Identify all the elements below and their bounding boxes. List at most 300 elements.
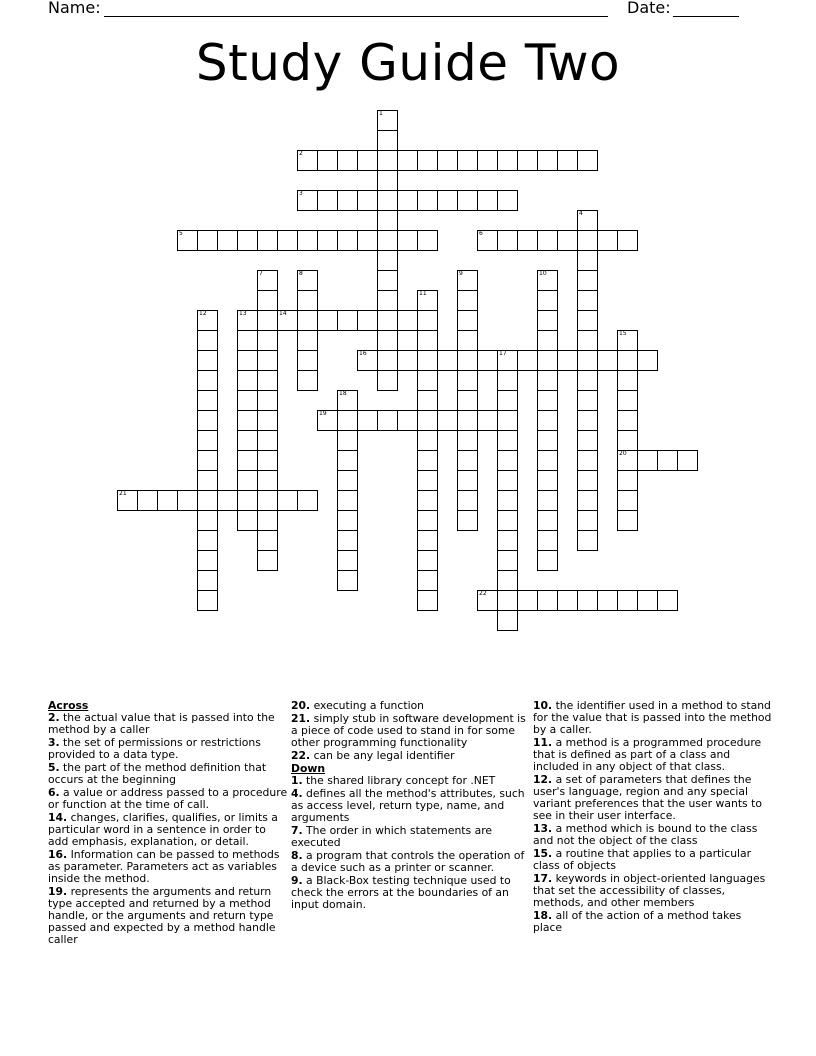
crossword-cell[interactable] [537, 150, 558, 171]
crossword-cell[interactable] [377, 170, 398, 191]
crossword-cell[interactable] [517, 350, 538, 371]
crossword-cell[interactable] [537, 590, 558, 611]
clue-item [291, 713, 529, 749]
crossword-cell[interactable] [477, 150, 498, 171]
crossword-cell[interactable] [197, 310, 218, 331]
crossword-cell[interactable] [537, 430, 558, 451]
crossword-cell[interactable] [457, 190, 478, 211]
clue-number: 5. [48, 761, 60, 774]
crossword-cell[interactable] [577, 450, 598, 471]
crossword-cell[interactable] [257, 510, 278, 531]
crossword-cell[interactable] [537, 330, 558, 351]
crossword-cell[interactable] [397, 150, 418, 171]
crossword-cell[interactable] [417, 230, 438, 251]
crossword-cell[interactable] [577, 150, 598, 171]
clue-number: 16. [48, 848, 68, 861]
crossword-cell[interactable] [257, 390, 278, 411]
crossword-cell[interactable] [557, 150, 578, 171]
cell-number: 18 [339, 390, 347, 397]
crossword-cell[interactable] [277, 310, 298, 331]
crossword-cell[interactable] [197, 370, 218, 391]
crossword-cell[interactable] [377, 190, 398, 211]
cell-number: 2 [299, 150, 303, 157]
crossword-cell[interactable] [577, 470, 598, 491]
cell-number: 7 [259, 270, 263, 277]
clue-item [48, 812, 288, 848]
crossword-cell[interactable] [457, 270, 478, 291]
crossword-cell[interactable] [457, 490, 478, 511]
crossword-cell[interactable] [617, 590, 638, 611]
crossword-cell[interactable] [457, 310, 478, 331]
crossword-cell[interactable] [377, 230, 398, 251]
crossword-cell[interactable] [457, 470, 478, 491]
crossword-cell[interactable] [297, 150, 318, 171]
crossword-cell[interactable] [417, 470, 438, 491]
crossword-cell[interactable] [617, 410, 638, 431]
crossword-cell[interactable] [297, 490, 318, 511]
clue-number: 18. [533, 909, 553, 922]
clue-number: 1. [291, 774, 303, 787]
clue-text: a set of parameters that defines the user's language, region and any special variant preferences that the user wants to see in their user interface. [533, 773, 762, 822]
crossword-cell[interactable] [297, 330, 318, 351]
crossword-cell[interactable] [497, 450, 518, 471]
crossword-cell[interactable] [377, 310, 398, 331]
crossword-cell[interactable] [317, 150, 338, 171]
crossword-cell[interactable] [537, 510, 558, 531]
page-title: Study Guide Two [195, 34, 621, 92]
crossword-cell[interactable] [497, 150, 518, 171]
crossword-cell[interactable] [617, 490, 638, 511]
crossword-cell[interactable] [497, 390, 518, 411]
clues-column-1 [48, 700, 288, 947]
crossword-cell[interactable] [477, 350, 498, 371]
crossword-cell[interactable] [497, 510, 518, 531]
clue-item [291, 788, 529, 824]
crossword-cell[interactable] [537, 390, 558, 411]
crossword-cell[interactable] [397, 190, 418, 211]
crossword-cell[interactable] [197, 230, 218, 251]
cell-number: 3 [299, 190, 303, 197]
crossword-cell[interactable] [257, 550, 278, 571]
crossword-cell[interactable] [577, 230, 598, 251]
down-clue-list-continued [533, 700, 773, 934]
crossword-cell[interactable] [257, 310, 278, 331]
clue-number: 15. [533, 847, 553, 860]
crossword-cell[interactable] [457, 450, 478, 471]
crossword-cell[interactable] [337, 230, 358, 251]
crossword-cell[interactable] [537, 310, 558, 331]
crossword-cell[interactable] [317, 410, 338, 431]
crossword-cell[interactable] [497, 490, 518, 511]
crossword-cell[interactable] [377, 330, 398, 351]
crossword-cell[interactable] [457, 350, 478, 371]
crossword-cell[interactable] [177, 230, 198, 251]
across-clue-list-continued [291, 700, 529, 762]
crossword-cell[interactable] [237, 510, 258, 531]
clue-item [48, 737, 288, 761]
crossword-cell[interactable] [417, 430, 438, 451]
crossword-cell[interactable] [577, 270, 598, 291]
crossword-cell[interactable] [337, 150, 358, 171]
crossword-cell[interactable] [537, 290, 558, 311]
crossword-cell[interactable] [337, 410, 358, 431]
crossword-cell[interactable] [597, 230, 618, 251]
crossword-cell[interactable] [557, 230, 578, 251]
clue-text: represents the arguments and return type accepted and returned by a method handle, or the arguments and return type passed and expected by a method handle caller [48, 885, 276, 946]
crossword-cell[interactable] [257, 490, 278, 511]
down-heading: Down [291, 762, 326, 775]
crossword-cell[interactable] [337, 390, 358, 411]
cell-number: 21 [119, 490, 127, 497]
crossword-cell[interactable] [237, 490, 258, 511]
crossword-cell[interactable] [357, 190, 378, 211]
crossword-cell[interactable] [497, 470, 518, 491]
cell-number: 11 [419, 290, 427, 297]
crossword-cell[interactable] [497, 410, 518, 431]
cell-number: 8 [299, 270, 303, 277]
crossword-cell[interactable] [197, 450, 218, 471]
crossword-cell[interactable] [377, 410, 398, 431]
name-label: Name: [48, 0, 101, 17]
crossword-cell[interactable] [577, 590, 598, 611]
crossword-cell[interactable] [377, 250, 398, 271]
crossword-cell[interactable] [417, 330, 438, 351]
crossword-cell[interactable] [537, 530, 558, 551]
crossword-cell[interactable] [337, 450, 358, 471]
crossword-cell[interactable] [337, 190, 358, 211]
crossword-cell[interactable] [417, 570, 438, 591]
crossword-cell[interactable] [417, 550, 438, 571]
crossword-cell[interactable] [457, 330, 478, 351]
clue-text: the shared library concept for .NET [302, 774, 496, 787]
crossword-cell[interactable] [577, 290, 598, 311]
clue-text: keywords in object-oriented languages that set the accessibility of classes, methods, and other members [533, 872, 766, 909]
crossword-cell[interactable] [537, 370, 558, 391]
crossword-cell[interactable] [617, 470, 638, 491]
crossword-cell[interactable] [577, 350, 598, 371]
crossword-cell[interactable] [197, 430, 218, 451]
crossword-cell[interactable] [577, 330, 598, 351]
crossword-cell[interactable] [197, 550, 218, 571]
clue-text: a value or address passed to a procedure or function at the time of call. [48, 786, 288, 811]
across-heading: Across [48, 699, 89, 712]
crossword-cell[interactable] [297, 350, 318, 371]
crossword-cell[interactable] [237, 330, 258, 351]
crossword-cell[interactable] [257, 410, 278, 431]
crossword-cell[interactable] [497, 550, 518, 571]
cell-number: 10 [539, 270, 547, 277]
clue-item [533, 737, 773, 773]
crossword-cell[interactable] [297, 290, 318, 311]
crossword-cell[interactable] [437, 410, 458, 431]
crossword-cell[interactable] [237, 310, 258, 331]
crossword-cell[interactable] [337, 430, 358, 451]
crossword-cell[interactable] [397, 350, 418, 371]
clue-item [533, 910, 773, 934]
crossword-cell[interactable] [357, 310, 378, 331]
clue-number: 13. [533, 822, 553, 835]
crossword-cell[interactable] [577, 210, 598, 231]
clue-text: The order in which statements are executed [291, 824, 493, 849]
crossword-cell[interactable] [477, 190, 498, 211]
crossword-cell[interactable] [577, 430, 598, 451]
crossword-cell[interactable] [577, 410, 598, 431]
crossword-cell[interactable] [497, 370, 518, 391]
clue-item [291, 825, 529, 849]
crossword-cell[interactable] [417, 410, 438, 431]
cell-number: 1 [379, 110, 383, 117]
crossword-cell[interactable] [297, 370, 318, 391]
clues-column-2 [291, 700, 529, 912]
crossword-cell[interactable] [197, 570, 218, 591]
crossword-cell[interactable] [377, 110, 398, 131]
crossword-cell[interactable] [197, 510, 218, 531]
crossword-cell[interactable] [257, 470, 278, 491]
crossword-cell[interactable] [357, 150, 378, 171]
crossword-cell[interactable] [257, 330, 278, 351]
cell-number: 13 [239, 310, 247, 317]
clue-item [533, 774, 773, 822]
crossword-cell[interactable] [217, 490, 238, 511]
crossword-cell[interactable] [537, 270, 558, 291]
crossword-cell[interactable] [537, 450, 558, 471]
crossword-cell[interactable] [417, 150, 438, 171]
cell-number: 20 [619, 450, 627, 457]
crossword-cell[interactable] [537, 230, 558, 251]
clue-item [48, 762, 288, 786]
crossword-cell[interactable] [497, 350, 518, 371]
clue-item [291, 750, 529, 762]
crossword-cell[interactable] [517, 150, 538, 171]
crossword-cell[interactable] [377, 370, 398, 391]
clue-item [48, 712, 288, 736]
crossword-cell[interactable] [397, 410, 418, 431]
crossword-cell[interactable] [257, 270, 278, 291]
crossword-cell[interactable] [237, 450, 258, 471]
crossword-cell[interactable] [497, 530, 518, 551]
crossword-cell[interactable] [617, 390, 638, 411]
crossword-cell[interactable] [497, 590, 518, 611]
crossword-cell[interactable] [317, 190, 338, 211]
crossword-cell[interactable] [517, 590, 538, 611]
crossword-cell[interactable] [397, 230, 418, 251]
clue-number: 20. [291, 699, 311, 712]
crossword-cell[interactable] [577, 390, 598, 411]
crossword-cell[interactable] [477, 590, 498, 611]
crossword-cell[interactable] [357, 350, 378, 371]
cell-number: 5 [179, 230, 183, 237]
crossword-cell[interactable] [557, 590, 578, 611]
crossword-cell[interactable] [257, 370, 278, 391]
crossword-cell[interactable] [437, 150, 458, 171]
crossword-cell[interactable] [337, 310, 358, 331]
crossword-cell[interactable] [457, 430, 478, 451]
crossword-cell[interactable] [237, 350, 258, 371]
crossword-cell[interactable] [277, 490, 298, 511]
crossword-cell[interactable] [337, 550, 358, 571]
crossword-cell[interactable] [197, 470, 218, 491]
crossword-cell[interactable] [417, 350, 438, 371]
crossword-cell[interactable] [597, 350, 618, 371]
crossword-cell[interactable] [637, 350, 658, 371]
crossword-cell[interactable] [197, 530, 218, 551]
crossword-cell[interactable] [617, 430, 638, 451]
crossword-cell[interactable] [457, 390, 478, 411]
crossword-cell[interactable] [617, 330, 638, 351]
crossword-cell[interactable] [417, 290, 438, 311]
crossword-cell[interactable] [417, 450, 438, 471]
crossword-cell[interactable] [357, 410, 378, 431]
crossword-cell[interactable] [497, 610, 518, 631]
clue-item [533, 823, 773, 847]
crossword-cell[interactable] [397, 310, 418, 331]
crossword-cell[interactable] [337, 570, 358, 591]
crossword-cell[interactable] [577, 250, 598, 271]
crossword-cell[interactable] [277, 230, 298, 251]
clue-number: 19. [48, 885, 68, 898]
clue-text: a method which is bound to the class and not the object of the class [533, 822, 758, 847]
crossword-cell[interactable] [237, 390, 258, 411]
crossword-cell[interactable] [657, 590, 678, 611]
crossword-cell[interactable] [497, 190, 518, 211]
crossword-cell[interactable] [437, 350, 458, 371]
crossword-cell[interactable] [417, 490, 438, 511]
crossword-cell[interactable] [257, 450, 278, 471]
crossword-cell[interactable] [537, 550, 558, 571]
cell-number: 16 [359, 350, 367, 357]
crossword-cell[interactable] [657, 450, 678, 471]
crossword-cell[interactable] [537, 410, 558, 431]
crossword-cell[interactable] [297, 310, 318, 331]
crossword-cell[interactable] [617, 370, 638, 391]
crossword-cell[interactable] [337, 530, 358, 551]
crossword-cell[interactable] [577, 370, 598, 391]
crossword-cell[interactable] [497, 570, 518, 591]
crossword-cell[interactable] [377, 290, 398, 311]
crossword-cell[interactable] [237, 410, 258, 431]
crossword-cell[interactable] [377, 350, 398, 371]
crossword-cell[interactable] [217, 230, 238, 251]
crossword-cell[interactable] [377, 150, 398, 171]
crossword-cell[interactable] [637, 590, 658, 611]
crossword-cell[interactable] [357, 230, 378, 251]
crossword-cell[interactable] [537, 470, 558, 491]
crossword-cell[interactable] [237, 430, 258, 451]
crossword-cell[interactable] [257, 430, 278, 451]
clue-number: 8. [291, 849, 303, 862]
crossword-cell[interactable] [457, 510, 478, 531]
clue-number: 22. [291, 749, 311, 762]
crossword-cell[interactable] [477, 230, 498, 251]
crossword-cell[interactable] [457, 370, 478, 391]
crossword-cell[interactable] [577, 530, 598, 551]
crossword-cell[interactable] [237, 370, 258, 391]
crossword-cell[interactable] [417, 370, 438, 391]
crossword-cell[interactable] [157, 490, 178, 511]
crossword-cell[interactable] [377, 130, 398, 151]
crossword-cell[interactable] [417, 590, 438, 611]
crossword-cell[interactable] [197, 330, 218, 351]
crossword-cell[interactable] [637, 450, 658, 471]
crossword-cell[interactable] [137, 490, 158, 511]
clue-number: 2. [48, 711, 60, 724]
crossword-cell[interactable] [597, 590, 618, 611]
crossword-cell[interactable] [117, 490, 138, 511]
clue-item [533, 873, 773, 909]
crossword-cell[interactable] [197, 350, 218, 371]
clue-number: 9. [291, 874, 303, 887]
crossword-cell[interactable] [317, 310, 338, 331]
clue-item [48, 849, 288, 885]
clue-number: 21. [291, 712, 311, 725]
clue-item [291, 850, 529, 874]
crossword-cell[interactable] [197, 490, 218, 511]
crossword-cell[interactable] [537, 490, 558, 511]
crossword-cell[interactable] [237, 230, 258, 251]
crossword-cell[interactable] [317, 230, 338, 251]
crossword-cell[interactable] [377, 210, 398, 231]
crossword-cell[interactable] [617, 450, 638, 471]
crossword-cell[interactable] [417, 530, 438, 551]
cell-number: 17 [499, 350, 507, 357]
crossword-cell[interactable] [257, 230, 278, 251]
clue-item [48, 787, 288, 811]
crossword-cell[interactable] [297, 230, 318, 251]
crossword-cell[interactable] [417, 390, 438, 411]
crossword-cell[interactable] [257, 530, 278, 551]
crossword-cell[interactable] [417, 310, 438, 331]
crossword-cell[interactable] [677, 450, 698, 471]
crossword-cell[interactable] [257, 350, 278, 371]
crossword-cell[interactable] [617, 350, 638, 371]
crossword-cell[interactable] [417, 190, 438, 211]
clue-number: 4. [291, 787, 303, 800]
crossword-cell[interactable] [377, 270, 398, 291]
crossword-cell[interactable] [577, 510, 598, 531]
crossword-cell[interactable] [197, 410, 218, 431]
crossword-cell[interactable] [457, 290, 478, 311]
clue-text: a program that controls the operation of a device such as a printer or scanner. [291, 849, 525, 874]
crossword-cell[interactable] [497, 230, 518, 251]
clue-number: 7. [291, 824, 303, 837]
crossword-cell[interactable] [457, 410, 478, 431]
crossword-cell[interactable] [417, 510, 438, 531]
crossword-cell[interactable] [457, 150, 478, 171]
crossword-cell[interactable] [577, 310, 598, 331]
crossword-cell[interactable] [197, 390, 218, 411]
crossword-cell[interactable] [337, 510, 358, 531]
crossword-cell[interactable] [197, 590, 218, 611]
crossword-cell[interactable] [297, 270, 318, 291]
crossword-cell[interactable] [497, 430, 518, 451]
crossword-cell[interactable] [577, 490, 598, 511]
clue-number: 10. [533, 699, 553, 712]
crossword-cell[interactable] [537, 350, 558, 371]
crossword-cell[interactable] [297, 190, 318, 211]
crossword-cell[interactable] [337, 470, 358, 491]
crossword-cell[interactable] [617, 230, 638, 251]
clue-text: Information can be passed to methods as parameter. Parameters act as variables inside the method. [48, 848, 280, 885]
crossword-cell[interactable] [237, 470, 258, 491]
crossword-cell[interactable] [177, 490, 198, 511]
crossword-cell[interactable] [617, 510, 638, 531]
crossword-cell[interactable] [557, 350, 578, 371]
crossword-cell[interactable] [477, 410, 498, 431]
crossword-cell[interactable] [437, 190, 458, 211]
crossword-cell[interactable] [257, 290, 278, 311]
crossword-cell[interactable] [337, 490, 358, 511]
crossword-cell[interactable] [517, 230, 538, 251]
